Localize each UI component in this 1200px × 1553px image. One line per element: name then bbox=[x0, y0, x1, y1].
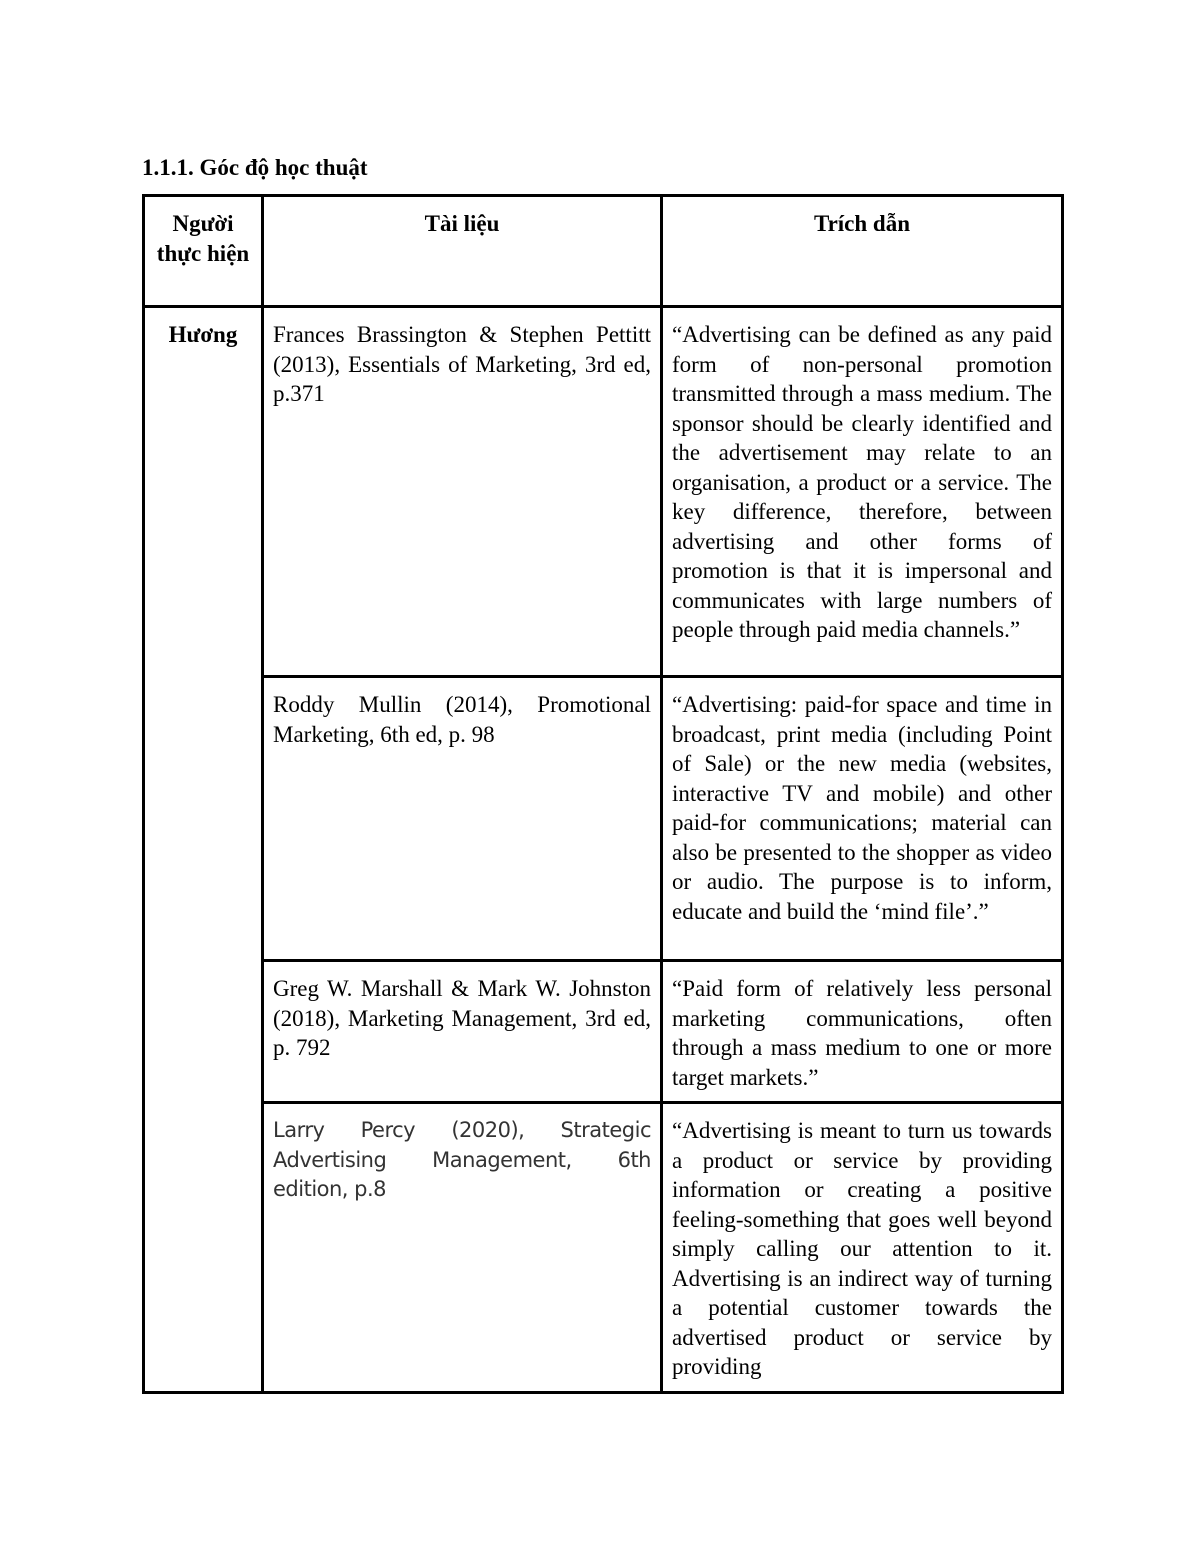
header-quote: Trích dẫn bbox=[662, 196, 1063, 307]
table-row bbox=[144, 1103, 1063, 1393]
quote-cell: “Advertising: paid-for space and time in broadcast, print media (including Point of Sale) or the new media (websites, interactive TV and mobile) and other paid-for communications; material can also be presented to the shopper as video or audio. The purpose is to inform, educate and build the ‘mind file’.” bbox=[662, 677, 1063, 961]
section-heading: 1.1.1. Góc độ học thuật bbox=[142, 155, 368, 180]
quote-cell: “Paid form of relatively less personal marketing communications, often through a mass medium to one or more target markets.” bbox=[662, 961, 1063, 1103]
table-row bbox=[144, 677, 1063, 961]
header-person: Người thực hiện bbox=[144, 196, 263, 307]
source-cell: Greg W. Marshall & Mark W. Johnston (2018), Marketing Management, 3rd ed, p. 792 bbox=[263, 961, 662, 1103]
source-cell: Roddy Mullin (2014), Promotional Marketing, 6th ed, p. 98 bbox=[263, 677, 662, 961]
quote-cell: “Advertising is meant to turn us towards a product or service by providing information or creating a positive feeling-something that goes well beyond simply calling our attention to it. Advertising is an indirect way of turning a potential customer towards the advertised product or service by providing bbox=[662, 1103, 1063, 1393]
header-source: Tài liệu bbox=[263, 196, 662, 307]
person-cell: Hương bbox=[144, 307, 263, 1393]
table-header-row bbox=[144, 196, 1063, 307]
source-cell: Frances Brassington & Stephen Pettitt (2013), Essentials of Marketing, 3rd ed, p.371 bbox=[263, 307, 662, 677]
table-row bbox=[144, 961, 1063, 1103]
table-row bbox=[144, 307, 1063, 677]
reference-table bbox=[142, 194, 1064, 1394]
source-cell: Larry Percy (2020), Strategic Advertising Management, 6th edition, p.8 bbox=[263, 1103, 662, 1393]
quote-cell: “Advertising can be defined as any paid form of non-personal promotion transmitted through a mass medium. The sponsor should be clearly identified and the advertisement may relate to an organisation, a product or a service. The key difference, therefore, between advertising and other forms of promotion is that it is impersonal and communicates with large numbers of people through paid media channels.” bbox=[662, 307, 1063, 677]
